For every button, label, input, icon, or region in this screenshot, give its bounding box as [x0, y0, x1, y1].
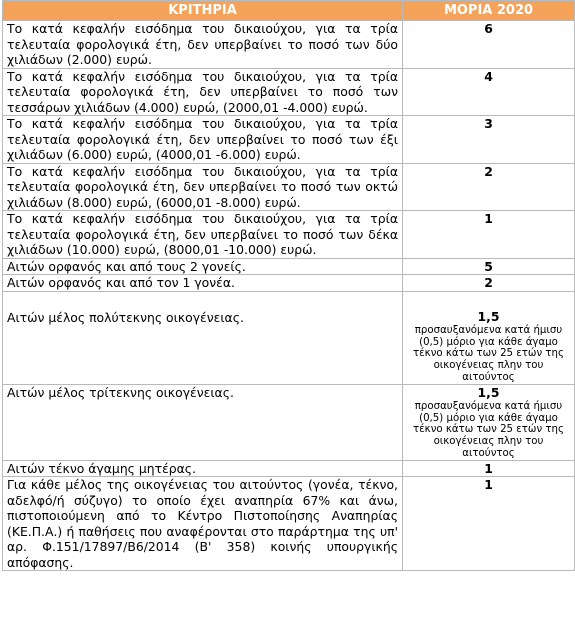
- points-cell: [403, 384, 575, 460]
- points-cell: 3: [403, 116, 575, 164]
- table-row: [3, 116, 575, 164]
- criterion-cell: Αιτών ορφανός και από τους 2 γονείς.: [3, 258, 403, 275]
- criterion-cell: Αιτών μέλος τρίτεκνης οικογένειας.: [3, 384, 403, 460]
- points-cell: 2: [403, 163, 575, 211]
- points-value: 1,5: [477, 384, 500, 400]
- header-row: [3, 1, 575, 21]
- points-cell: [403, 291, 575, 384]
- table-row: [3, 291, 575, 384]
- table-row: [3, 460, 575, 477]
- table-row: [3, 275, 575, 292]
- table-row: [3, 477, 575, 571]
- criterion-cell: Για κάθε μέλος της οικογένειας του αιτούντος (γονέα, τέκνο, αδελφό/ή σύζυγο) το οποίο έχει αναπηρία 67% και άνω, πιστοποιούμενη από το Κέντρο Πιστοποίησης Αναπηρίας (ΚΕ.Π.Α.) ή παθήσεις που αναφέρονται στο παράρτημα της υπ' αρ. Φ.151/17897/Β6/2014 (Β' 358) κοινής υπουργικής απόφασης.: [3, 477, 403, 571]
- criterion-cell: Το κατά κεφαλήν εισόδημα του δικαιούχου, για τα τρία τελευταία φορολογικά έτη, δεν υπερβαίνει το ποσό των δύο χιλιάδων (2.000) ευρώ.: [3, 21, 403, 69]
- criterion-cell: Αιτών μέλος πολύτεκνης οικογένειας.: [3, 291, 403, 384]
- points-cell: 1: [403, 460, 575, 477]
- criteria-header: ΚΡΙΤΗΡΙΑ: [3, 1, 403, 21]
- table-row: [3, 68, 575, 116]
- criterion-cell: Αιτών ορφανός και από τον 1 γονέα.: [3, 275, 403, 292]
- points-cell: 1: [403, 477, 575, 571]
- table-row: [3, 384, 575, 460]
- table-row: [3, 258, 575, 275]
- points-cell: 5: [403, 258, 575, 275]
- points-value: 1,5: [477, 308, 500, 324]
- criterion-cell: Το κατά κεφαλήν εισόδημα του δικαιούχου, για τα τρία τελευταία φορολογικά έτη, δεν υπερβαίνει το ποσό των τεσσάρων χιλιάδων (4.000) ευρώ, (2000,01 -4.000) ευρώ.: [3, 68, 403, 116]
- criteria-table: [2, 0, 575, 571]
- points-cell: 2: [403, 275, 575, 292]
- points-header: ΜΟΡΙΑ 2020: [403, 1, 575, 21]
- criterion-cell: Το κατά κεφαλήν εισόδημα του δικαιούχου, για τα τρία τελευταία φορολογικά έτη, δεν υπερβαίνει το ποσό των έξι χιλιάδων (6.000) ευρώ, (4000,01 -6.000) ευρώ.: [3, 116, 403, 164]
- table-row: [3, 211, 575, 259]
- points-cell: 6: [403, 21, 575, 69]
- points-cell: 4: [403, 68, 575, 116]
- criterion-cell: Το κατά κεφαλήν εισόδημα του δικαιούχου, για τα τρία τελευταία φορολογικά έτη, δεν υπερβαίνει το ποσό των δέκα χιλιάδων (10.000) ευρώ, (8000,01 -10.000) ευρώ.: [3, 211, 403, 259]
- criterion-cell: Το κατά κεφαλήν εισόδημα του δικαιούχου, για τα τρία τελευταία φορολογικά έτη, δεν υπερβαίνει το ποσό των οκτώ χιλιάδων (8.000) ευρώ, (6000,01 -8.000) ευρώ.: [3, 163, 403, 211]
- table-row: [3, 21, 575, 69]
- points-note: προσαυξανόμενα κατά ήμισυ (0,5) μόριο για κάθε άγαμο τέκνο κάτω των 25 ετών της οικογένειας πλην του αιτούντος: [413, 325, 564, 383]
- points-cell: 1: [403, 211, 575, 259]
- points-note: προσαυξανόμενα κατά ήμισυ (0,5) μόριο για κάθε άγαμο τέκνο κάτω των 25 ετών της οικογένειας πλην του αιτούντος: [413, 401, 564, 459]
- table-row: [3, 163, 575, 211]
- criterion-cell: Αιτών τέκνο άγαμης μητέρας.: [3, 460, 403, 477]
